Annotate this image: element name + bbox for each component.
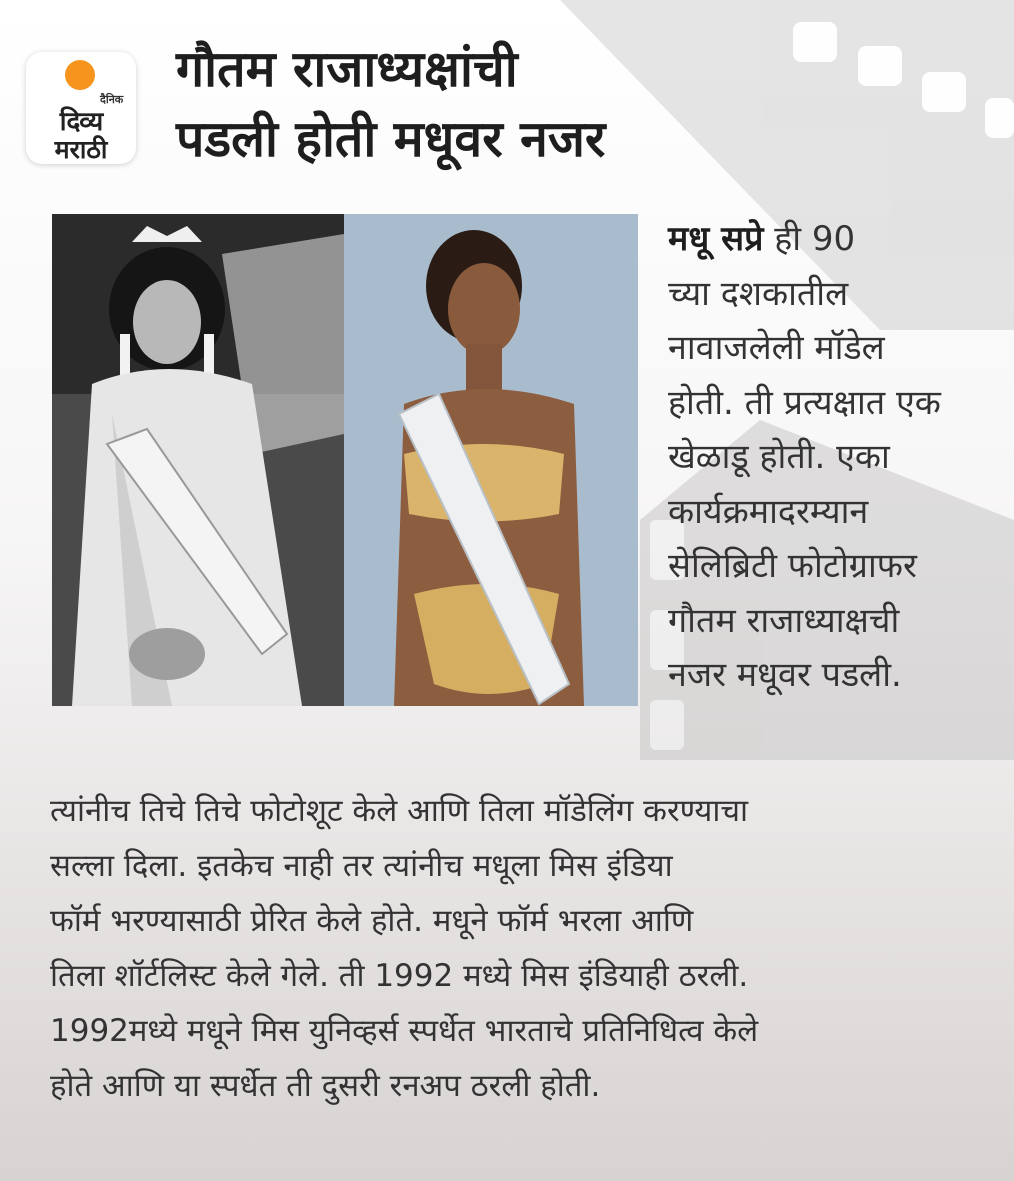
bottom-line: त्यांनीच तिचे तिचे फोटोशूट केले आणि तिला मॉडेलिंग करण्याचा bbox=[50, 793, 749, 829]
bottom-line: 1992मध्ये मधूने मिस युनिव्हर्स स्पर्धेत भारताचे प्रतिनिधित्व केले bbox=[50, 1013, 759, 1049]
bottom-line: तिला शॉर्टलिस्ट केले गेले. ती 1992 मध्ये मिस इंडियाही ठरली. bbox=[50, 958, 749, 994]
title-line-1: गौतम राजाध्यक्षांची bbox=[176, 40, 518, 98]
bottom-paragraph bbox=[50, 784, 1000, 1114]
side-paragraph bbox=[668, 212, 998, 703]
lead-rest: ही 90 bbox=[763, 219, 856, 259]
divya-marathi-logo bbox=[26, 52, 136, 164]
photo-miss-universe-india bbox=[344, 214, 638, 706]
title-line-2: पडली होती मधूवर नजर bbox=[176, 110, 606, 168]
side-line: च्या दशकातील bbox=[668, 273, 849, 314]
photo-miss-india-1992 bbox=[52, 214, 344, 706]
side-line-0 bbox=[668, 212, 998, 267]
side-line: गौतम राजाध्याक्षची bbox=[668, 600, 900, 641]
side-line: कार्यक्रमादरम्यान bbox=[668, 491, 869, 532]
logo-line2: मराठी bbox=[54, 135, 108, 164]
side-line: नावाजलेली मॉडेल bbox=[668, 328, 885, 368]
side-line: खेळाडू होती. एका bbox=[668, 437, 890, 477]
lead-name: मधू सप्रे bbox=[668, 219, 764, 259]
bottom-line: फॉर्म भरण्यासाठी प्रेरित केले होते. मधूने फॉर्म भरला आणि bbox=[50, 903, 694, 939]
logo-line1: दिव्य bbox=[59, 107, 103, 137]
sun-icon bbox=[65, 60, 95, 90]
logo-small-text: दैनिक bbox=[100, 93, 124, 106]
bottom-line: सल्ला दिला. इतकेच नाही तर त्यांनीच मधूला मिस इंडिया bbox=[50, 848, 673, 884]
bottom-line: होते आणि या स्पर्धेत ती दुसरी रनअप ठरली होती. bbox=[50, 1068, 601, 1104]
page-title bbox=[176, 34, 776, 174]
side-line: होती. ती प्रत्यक्षात एक bbox=[668, 382, 941, 423]
side-line: नजर मधूवर पडली. bbox=[668, 655, 902, 695]
side-line: सेलिब्रिटी फोटोग्राफर bbox=[668, 546, 917, 586]
